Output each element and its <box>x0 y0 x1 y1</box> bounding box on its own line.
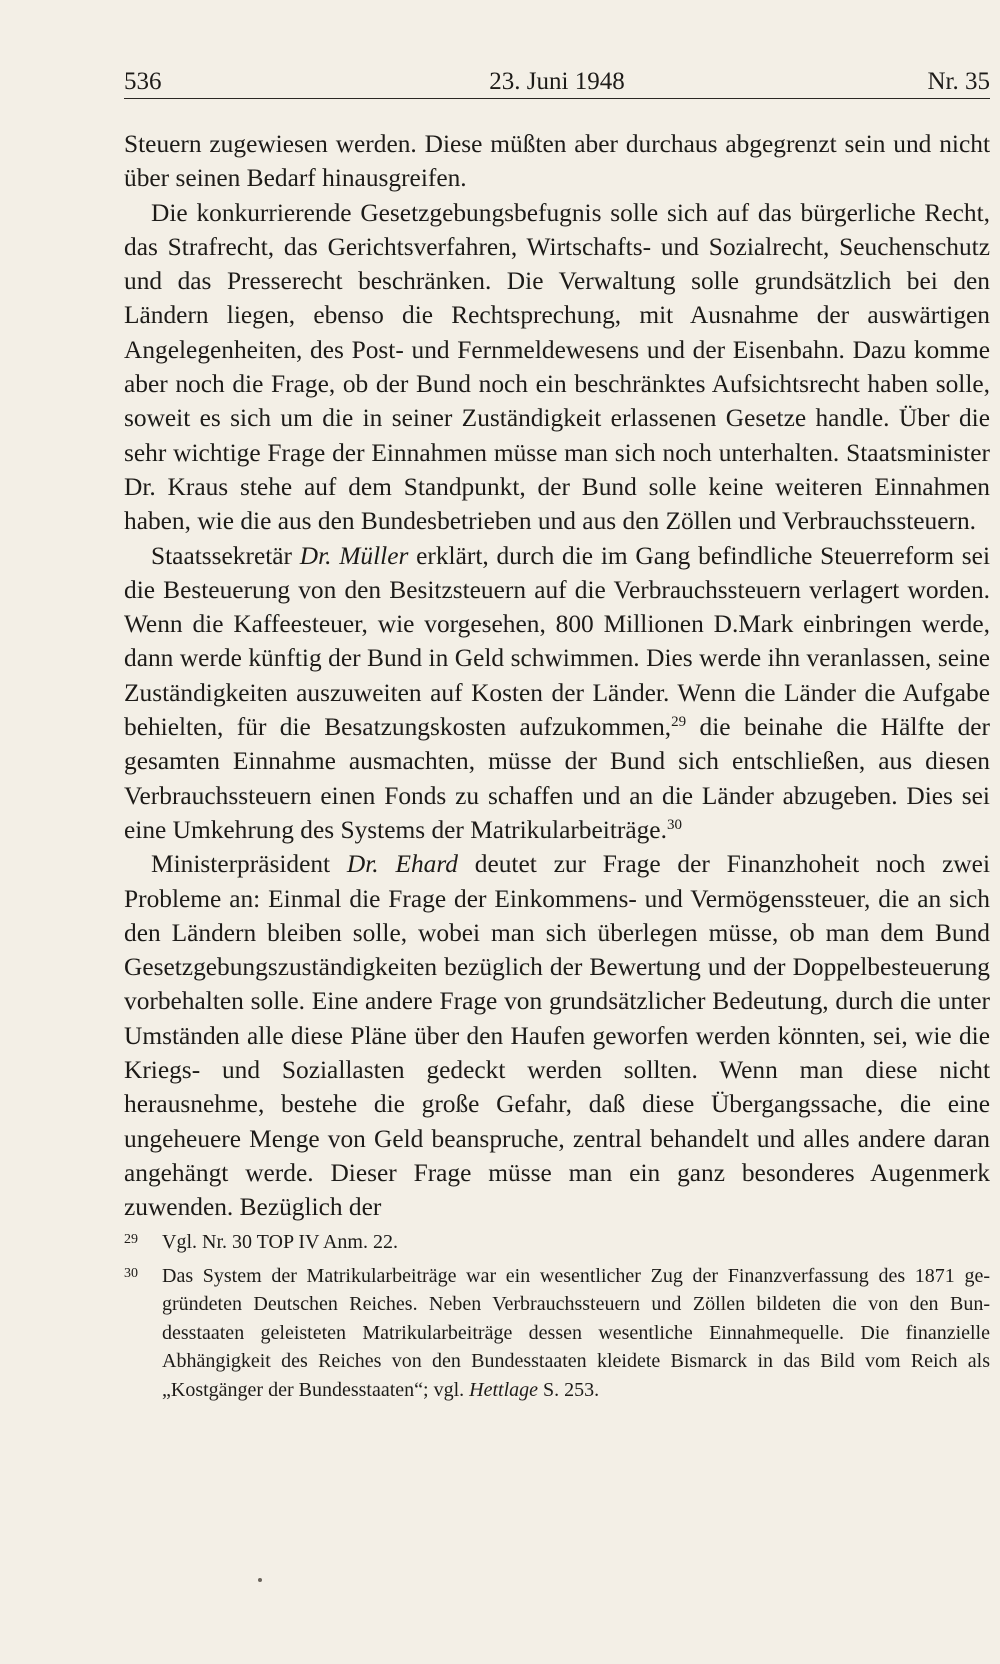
paragraph <box>124 539 990 848</box>
ink-speck <box>258 1578 262 1582</box>
text-run: Staatssekretär <box>151 541 300 570</box>
text-run: Das System der Matrikularbeiträge war ein wesentlicher Zug der Finanzverfassung des 1871 gegründeten Deutschen Reiches. Neben Verbrauchssteuern und Zöllen bildeten die von den Bundesstaaten geleisteten Matrikularbeiträge dessen wesentliche Einnahmequelle. Die finanzielle Abhängigkeit des Reiches von den Bundesstaaten kleidete Bismarck in das Bild vom Reich als „Kostgänger der Bundesstaaten“; vgl. <box>162 1264 990 1401</box>
paragraph <box>124 196 990 539</box>
issue-number: Nr. 35 <box>927 68 990 95</box>
page-number: 536 <box>124 68 162 95</box>
running-header <box>124 68 990 99</box>
text-run: Ministerpräsident <box>151 850 347 879</box>
text-run: deutet zur Frage der Finanzhoheit noch zwei Probleme an: Einmal die Frage der Einkommens- und Vermögenssteuer, die an sich den Ländern bleiben solle, wobei man sich überlegen müsse, ob man dem Bund Gesetzgebungszuständigkeiten bezüglich der Bewertung und der Doppelbesteuerung vorbehalten solle. Eine andere Frage von grundsätzlicher Bedeutung, durch die unter Umständen alle diese Pläne über den Haufen geworfen werden könnten, sei, wie die Kriegs- und Soziallasten gedeckt werden sollten. Wenn man diese nicht herausnehme, bestehe die große Gefahr, daß diese Übergangssache, die eine ungeheuere Menge von Geld beanspruche, zentral behandelt und alles andere daran angehängt werde. Dieser Frage müsse man ein ganz besonderes Augenmerk zuwenden. Bezüglich der <box>124 850 991 1222</box>
footnote-text <box>162 1231 398 1253</box>
text-run: S. 253. <box>538 1378 600 1401</box>
footnote-mark: 29 <box>124 1232 138 1247</box>
paragraph <box>124 847 990 1224</box>
italic-text: Dr. Müller <box>299 541 409 570</box>
footnote-reference: 30 <box>666 816 682 833</box>
footnote <box>124 1228 990 1257</box>
text-run: Vgl. Nr. 30 TOP IV Anm. 22. <box>162 1231 398 1253</box>
paragraph <box>124 127 990 196</box>
header-date: 23. Juni 1948 <box>489 68 625 95</box>
text-run: die beinahe die Hälfte der gesamten Einnahme ausmachten, müsse der Bund sich entschließen, aus diesen Verbrauchssteuern einen Fonds zu schaffen und an die Länder abzugeben. Dies sei eine Umkehrung des Systems der Matrikularbeiträge. <box>124 713 990 844</box>
body-text <box>124 127 990 1225</box>
italic-text: Dr. Ehard <box>346 850 458 879</box>
footnote <box>124 1262 990 1405</box>
footnote-text <box>162 1265 990 1401</box>
footnotes <box>124 1228 990 1410</box>
text-run: erklärt, durch die im Gang befindliche Steuerreform sei die Besteuerung von den Besitzsteuern auf die Verbrauchssteuern verlagert worden. Wenn die Kaffeesteuer, wie vorgesehen, 800 Millionen D.Mark einbringen werde, dann werde künftig der Bund in Geld schwimmen. Dies werde ihn veranlassen, seine Zuständigkeiten auszuweiten auf Kosten der Länder. Wenn die Länder die Aufgabe behielten, für die Besatzungskosten aufzukommen, <box>124 541 990 742</box>
footnote-mark: 30 <box>124 1265 138 1281</box>
text-run: Steuern zugewiesen werden. Diese müßten aber durchaus abgegrenzt sein und nicht über seinen Bedarf hinausgreifen. <box>124 130 990 193</box>
italic-text: Hettlage <box>469 1378 539 1401</box>
text-run: Die konkurrierende Gesetzgebungsbefugnis solle sich auf das bürgerliche Recht, das Strafrecht, das Gerichtsverfahren, Wirtschafts- und Sozialrecht, Seuchenschutz und das Presserecht beschränken. Die Verwaltung solle grundsätzlich bei den Ländern liegen, ebenso die Rechtsprechung, mit Ausnahme der auswärtigen Angelegenheiten, des Post- und Fernmeldewesens und der Eisenbahn. Dazu komme aber noch die Frage, ob der Bund noch ein beschränktes Aufsichtsrecht haben solle, soweit es sich um die in seiner Zuständigkeit erlassenen Gesetze handle. Über die sehr wichtige Frage der Einnahmen müsse man sich noch unterhalten. Staatsminister Dr. Kraus stehe auf dem Standpunkt, der Bund solle keine weiteren Einnahmen haben, wie die aus den Bundesbetrieben und aus den Zöllen und Verbrauchssteuern. <box>124 198 990 536</box>
footnote-reference: 29 <box>671 714 687 731</box>
